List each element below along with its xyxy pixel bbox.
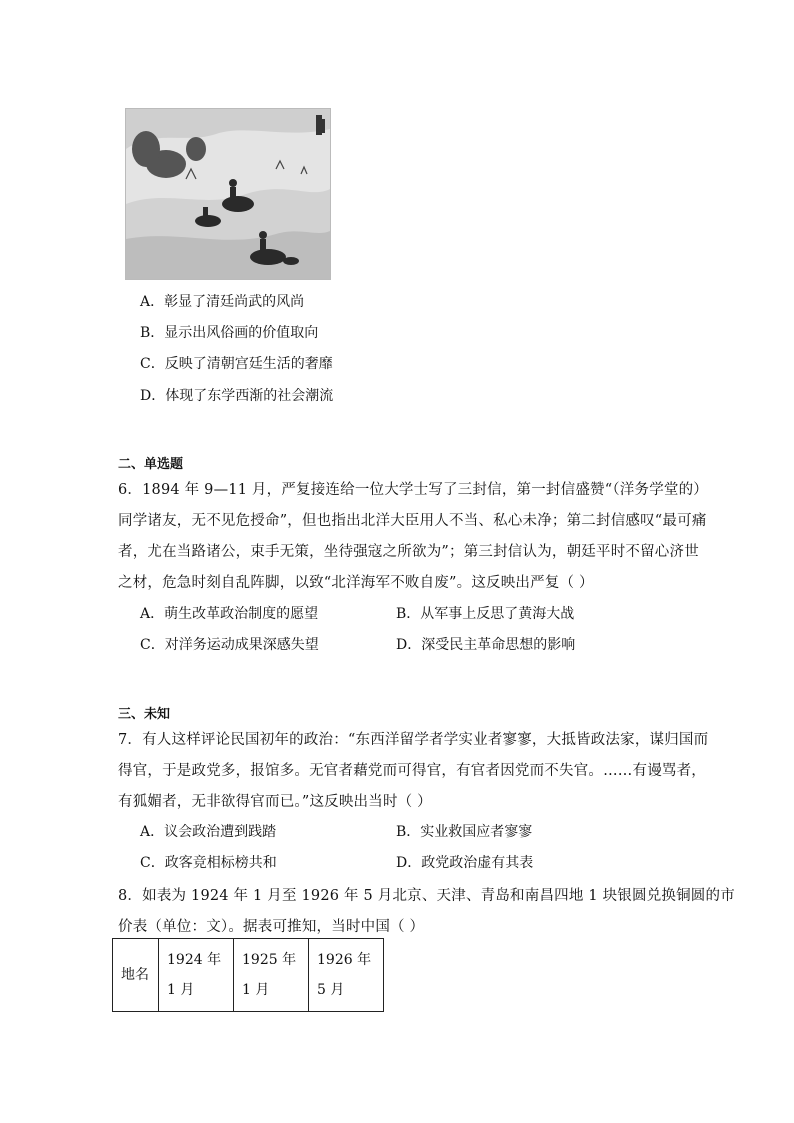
q6-option-d: D．深受民主革命思想的影响	[396, 637, 576, 653]
q7-option-a: A．议会政治遭到践踏	[140, 824, 277, 840]
section-heading-single-choice: 二、单选题	[118, 457, 184, 472]
q5-option-d: D．体现了东学西渐的社会潮流	[140, 388, 334, 404]
q6-option-a: A．萌生改革政治制度的愿望	[140, 606, 319, 622]
table-header-cell: 1926 年 5 月	[309, 939, 384, 1012]
table-header-cell: 1925 年 1 月	[234, 939, 309, 1012]
q6-option-c: C．对洋务运动成果深感失望	[140, 637, 319, 653]
q7-option-c: C．政客竞相标榜共和	[140, 855, 277, 871]
table-header-cell: 1924 年 1 月	[159, 939, 234, 1012]
q5-option-a: A．彰显了清廷尚武的风尚	[140, 294, 305, 310]
q6-stem-line: 之材，危急时刻自乱阵脚，以致“北洋海军不败自废”。这反映出严复（ ）	[118, 575, 594, 591]
q7-stem-line: 7．有人这样评论民国初年的政治：“东西洋留学者学实业者寥寥，大抵皆政法家，谋归国而	[118, 732, 709, 748]
q5-option-c: C．反映了清朝宫廷生活的奢靡	[140, 356, 333, 372]
table-header-row	[113, 939, 384, 1012]
q7-option-d: D．政党政治虚有其表	[396, 855, 534, 871]
q7-stem-line: 有狐媚者，无非欲得官而已。”这反映出当时（ ）	[118, 794, 432, 810]
q5-option-b: B．显示出风俗画的价值取向	[140, 325, 319, 341]
q6-option-b: B．从军事上反思了黄海大战	[396, 606, 575, 622]
q7-option-b: B．实业救国应者寥寥	[396, 824, 533, 840]
exchange-rate-table	[112, 938, 384, 1012]
q6-stem-line: 者，尤在当路诸公，束手无策，坐待强寇之所欲为”；第三封信认为，朝廷平时不留心济世	[118, 544, 699, 560]
q6-stem-line: 6．1894 年 9—11 月，严复接连给一位大学士写了三封信，第一封信盛赞“（洋务学堂的）	[118, 482, 708, 498]
q8-stem-line: 价表（单位：文）。据表可推知，当时中国（ ）	[118, 919, 425, 935]
q8-stem-line: 8．如表为 1924 年 1 月至 1926 年 5 月北京、天津、青岛和南昌四地 1 块银圆兑换铜圆的市	[118, 888, 735, 904]
q6-stem-line: 同学诸友，无不见危授命”，但也指出北洋大臣用人不当、私心未净；第二封信感叹“最可痛	[118, 513, 707, 529]
painting-image	[126, 109, 330, 279]
table-header-cell: 地名	[113, 939, 159, 1012]
section-heading-unknown: 三、未知	[118, 707, 171, 722]
q7-stem-line: 得官，于是政党多，报馆多。无官者藉党而可得官，有官者因党而不失官。……有谩骂者，	[118, 763, 706, 779]
question-illustration	[125, 108, 331, 280]
